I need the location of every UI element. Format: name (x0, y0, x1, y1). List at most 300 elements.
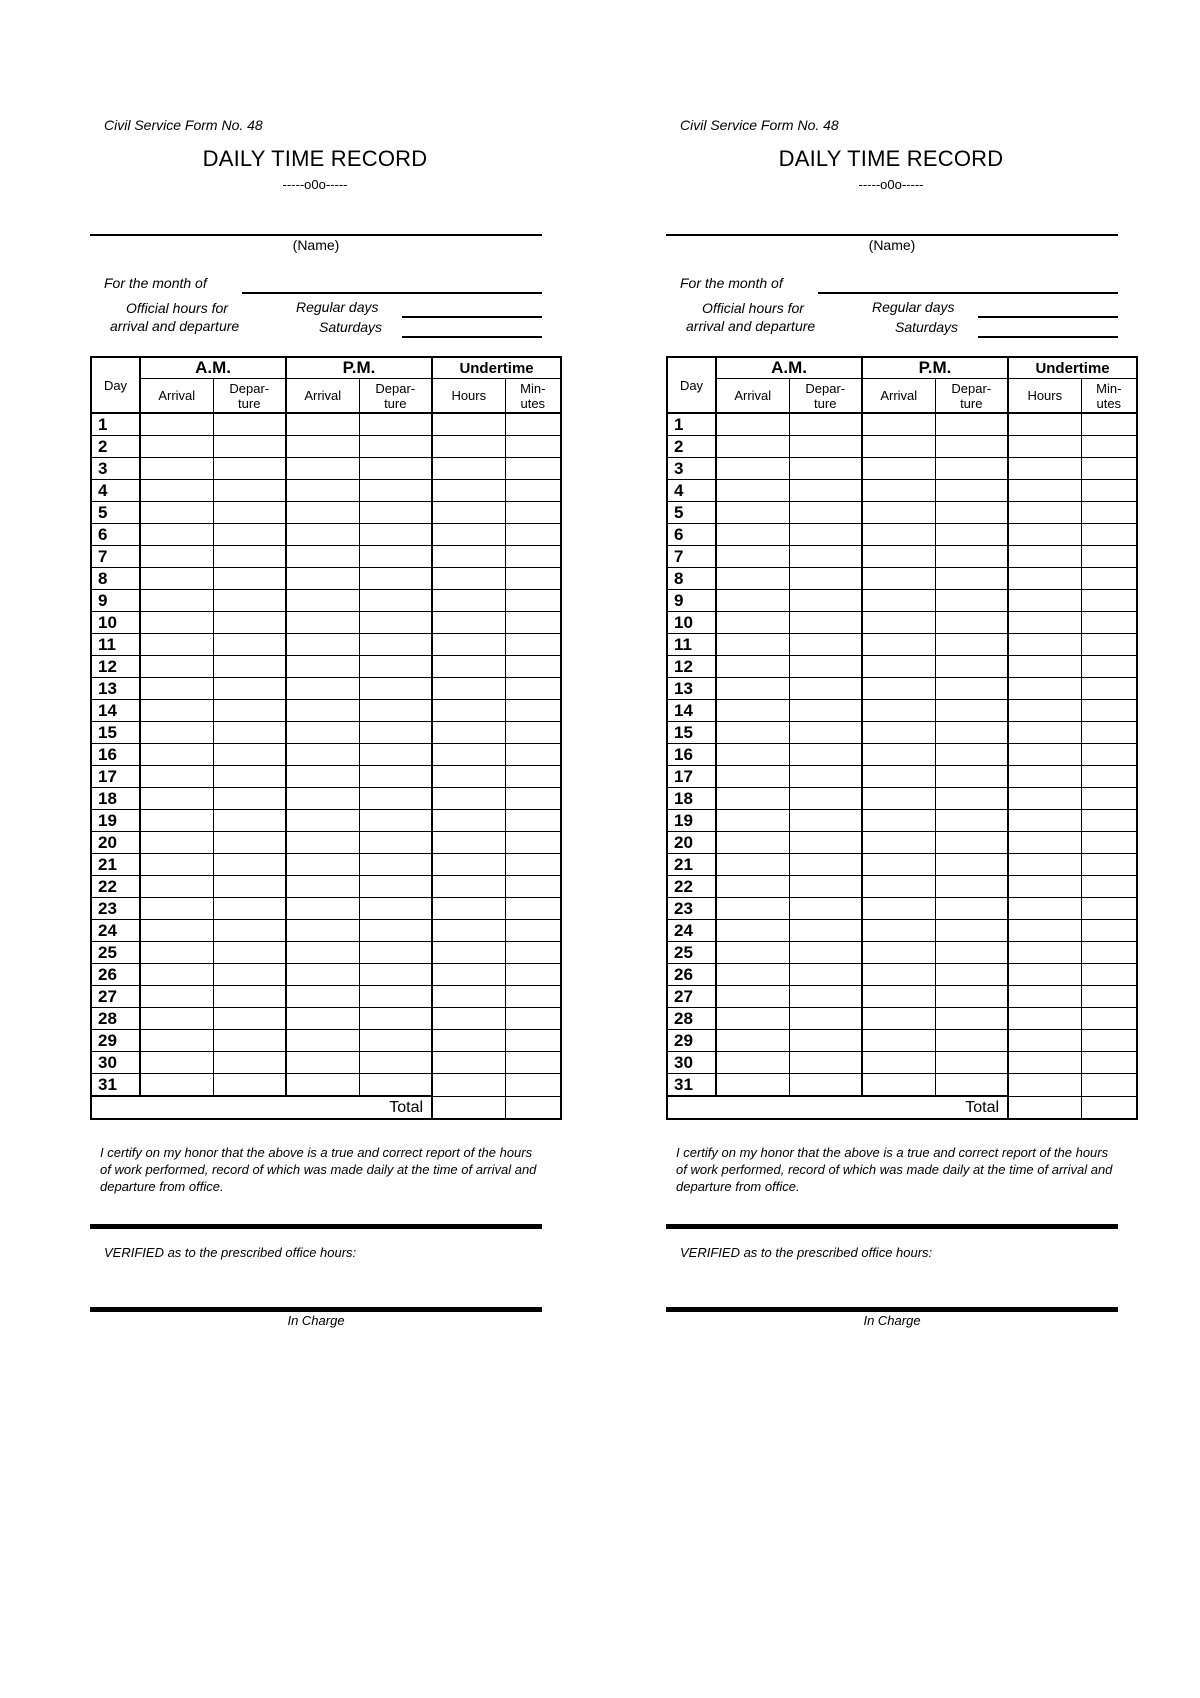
pm-arrival-cell[interactable] (286, 1008, 359, 1030)
pm-departure-cell[interactable] (935, 700, 1008, 722)
am-departure-cell[interactable] (789, 722, 862, 744)
undertime-hours-cell[interactable] (432, 1030, 505, 1052)
undertime-hours-cell[interactable] (432, 766, 505, 788)
undertime-minutes-cell[interactable] (1081, 854, 1137, 876)
am-arrival-cell[interactable] (716, 766, 789, 788)
pm-arrival-cell[interactable] (286, 656, 359, 678)
am-departure-cell[interactable] (789, 766, 862, 788)
pm-arrival-cell[interactable] (862, 1008, 935, 1030)
undertime-hours-cell[interactable] (432, 700, 505, 722)
am-arrival-cell[interactable] (140, 568, 213, 590)
am-departure-cell[interactable] (213, 612, 286, 634)
undertime-minutes-cell[interactable] (505, 1052, 561, 1074)
am-arrival-cell[interactable] (716, 832, 789, 854)
pm-departure-cell[interactable] (359, 942, 432, 964)
pm-arrival-cell[interactable] (286, 568, 359, 590)
undertime-minutes-cell[interactable] (505, 876, 561, 898)
undertime-minutes-cell[interactable] (1081, 898, 1137, 920)
undertime-hours-cell[interactable] (432, 436, 505, 458)
am-departure-cell[interactable] (213, 986, 286, 1008)
am-departure-cell[interactable] (789, 876, 862, 898)
am-departure-cell[interactable] (789, 788, 862, 810)
am-arrival-cell[interactable] (716, 700, 789, 722)
am-departure-cell[interactable] (213, 854, 286, 876)
am-departure-cell[interactable] (213, 480, 286, 502)
undertime-hours-cell[interactable] (432, 590, 505, 612)
undertime-minutes-cell[interactable] (1081, 722, 1137, 744)
undertime-minutes-cell[interactable] (505, 1030, 561, 1052)
pm-arrival-cell[interactable] (862, 964, 935, 986)
pm-arrival-cell[interactable] (862, 766, 935, 788)
undertime-minutes-cell[interactable] (1081, 546, 1137, 568)
am-arrival-cell[interactable] (716, 678, 789, 700)
undertime-hours-cell[interactable] (1008, 744, 1081, 766)
pm-departure-cell[interactable] (935, 612, 1008, 634)
am-arrival-cell[interactable] (140, 920, 213, 942)
am-departure-cell[interactable] (789, 1030, 862, 1052)
am-departure-cell[interactable] (213, 568, 286, 590)
pm-departure-cell[interactable] (935, 1052, 1008, 1074)
undertime-hours-cell[interactable] (1008, 700, 1081, 722)
in-charge-signature-line[interactable] (90, 1307, 542, 1312)
pm-departure-cell[interactable] (359, 1052, 432, 1074)
am-arrival-cell[interactable] (140, 964, 213, 986)
pm-departure-cell[interactable] (359, 788, 432, 810)
pm-departure-cell[interactable] (935, 678, 1008, 700)
am-departure-cell[interactable] (789, 678, 862, 700)
pm-arrival-cell[interactable] (286, 524, 359, 546)
pm-departure-cell[interactable] (359, 722, 432, 744)
undertime-minutes-cell[interactable] (1081, 986, 1137, 1008)
undertime-minutes-cell[interactable] (505, 898, 561, 920)
pm-arrival-cell[interactable] (286, 480, 359, 502)
am-arrival-cell[interactable] (716, 788, 789, 810)
undertime-minutes-cell[interactable] (505, 1008, 561, 1030)
am-departure-cell[interactable] (213, 678, 286, 700)
pm-arrival-cell[interactable] (286, 1030, 359, 1052)
undertime-hours-cell[interactable] (432, 964, 505, 986)
pm-arrival-cell[interactable] (286, 788, 359, 810)
undertime-hours-cell[interactable] (432, 413, 505, 436)
undertime-hours-cell[interactable] (1008, 480, 1081, 502)
pm-departure-cell[interactable] (935, 942, 1008, 964)
pm-arrival-cell[interactable] (286, 546, 359, 568)
am-departure-cell[interactable] (213, 832, 286, 854)
undertime-hours-cell[interactable] (432, 986, 505, 1008)
pm-departure-cell[interactable] (359, 480, 432, 502)
undertime-hours-cell[interactable] (432, 546, 505, 568)
pm-departure-cell[interactable] (359, 832, 432, 854)
pm-departure-cell[interactable] (359, 700, 432, 722)
am-departure-cell[interactable] (789, 854, 862, 876)
am-arrival-cell[interactable] (716, 1030, 789, 1052)
undertime-hours-cell[interactable] (432, 524, 505, 546)
am-arrival-cell[interactable] (140, 1030, 213, 1052)
am-departure-cell[interactable] (789, 480, 862, 502)
pm-departure-cell[interactable] (359, 854, 432, 876)
am-departure-cell[interactable] (789, 810, 862, 832)
am-departure-cell[interactable] (213, 1052, 286, 1074)
am-arrival-cell[interactable] (716, 942, 789, 964)
pm-departure-cell[interactable] (935, 656, 1008, 678)
undertime-minutes-cell[interactable] (1081, 568, 1137, 590)
month-field[interactable] (818, 292, 1118, 294)
am-departure-cell[interactable] (789, 634, 862, 656)
undertime-hours-cell[interactable] (432, 1008, 505, 1030)
pm-arrival-cell[interactable] (862, 876, 935, 898)
pm-arrival-cell[interactable] (862, 788, 935, 810)
pm-departure-cell[interactable] (359, 810, 432, 832)
undertime-minutes-cell[interactable] (1081, 810, 1137, 832)
am-departure-cell[interactable] (213, 1030, 286, 1052)
undertime-hours-cell[interactable] (1008, 502, 1081, 524)
pm-arrival-cell[interactable] (286, 766, 359, 788)
pm-arrival-cell[interactable] (862, 854, 935, 876)
undertime-minutes-cell[interactable] (505, 920, 561, 942)
am-arrival-cell[interactable] (140, 458, 213, 480)
am-departure-cell[interactable] (213, 590, 286, 612)
pm-arrival-cell[interactable] (862, 568, 935, 590)
am-arrival-cell[interactable] (716, 744, 789, 766)
name-line[interactable] (666, 234, 1118, 236)
am-arrival-cell[interactable] (140, 436, 213, 458)
am-arrival-cell[interactable] (140, 788, 213, 810)
undertime-minutes-cell[interactable] (505, 502, 561, 524)
am-arrival-cell[interactable] (716, 1008, 789, 1030)
undertime-minutes-cell[interactable] (1081, 766, 1137, 788)
pm-arrival-cell[interactable] (862, 612, 935, 634)
undertime-minutes-cell[interactable] (505, 986, 561, 1008)
am-departure-cell[interactable] (789, 920, 862, 942)
pm-departure-cell[interactable] (359, 1030, 432, 1052)
pm-arrival-cell[interactable] (286, 612, 359, 634)
undertime-hours-cell[interactable] (432, 656, 505, 678)
month-field[interactable] (242, 292, 542, 294)
undertime-hours-cell[interactable] (1008, 1030, 1081, 1052)
pm-arrival-cell[interactable] (286, 810, 359, 832)
am-arrival-cell[interactable] (716, 590, 789, 612)
undertime-hours-cell[interactable] (1008, 898, 1081, 920)
am-arrival-cell[interactable] (716, 612, 789, 634)
am-departure-cell[interactable] (789, 502, 862, 524)
am-arrival-cell[interactable] (140, 502, 213, 524)
pm-arrival-cell[interactable] (862, 744, 935, 766)
undertime-minutes-cell[interactable] (1081, 876, 1137, 898)
undertime-minutes-cell[interactable] (1081, 1008, 1137, 1030)
undertime-minutes-cell[interactable] (1081, 700, 1137, 722)
undertime-minutes-cell[interactable] (1081, 788, 1137, 810)
am-departure-cell[interactable] (789, 458, 862, 480)
undertime-hours-cell[interactable] (1008, 678, 1081, 700)
am-arrival-cell[interactable] (716, 1052, 789, 1074)
am-departure-cell[interactable] (213, 700, 286, 722)
undertime-hours-cell[interactable] (432, 920, 505, 942)
pm-departure-cell[interactable] (935, 634, 1008, 656)
pm-departure-cell[interactable] (359, 986, 432, 1008)
pm-arrival-cell[interactable] (862, 986, 935, 1008)
undertime-hours-cell[interactable] (432, 458, 505, 480)
undertime-hours-cell[interactable] (1008, 568, 1081, 590)
pm-departure-cell[interactable] (935, 876, 1008, 898)
undertime-hours-cell[interactable] (1008, 964, 1081, 986)
pm-arrival-cell[interactable] (286, 458, 359, 480)
undertime-minutes-cell[interactable] (505, 1074, 561, 1097)
pm-departure-cell[interactable] (359, 546, 432, 568)
undertime-minutes-cell[interactable] (505, 590, 561, 612)
undertime-minutes-cell[interactable] (1081, 1074, 1137, 1097)
pm-arrival-cell[interactable] (286, 920, 359, 942)
am-departure-cell[interactable] (789, 744, 862, 766)
pm-arrival-cell[interactable] (862, 436, 935, 458)
am-departure-cell[interactable] (213, 524, 286, 546)
am-arrival-cell[interactable] (140, 1074, 213, 1097)
pm-departure-cell[interactable] (935, 920, 1008, 942)
pm-arrival-cell[interactable] (286, 942, 359, 964)
pm-departure-cell[interactable] (359, 634, 432, 656)
am-arrival-cell[interactable] (140, 942, 213, 964)
undertime-hours-cell[interactable] (1008, 546, 1081, 568)
undertime-hours-cell[interactable] (432, 502, 505, 524)
pm-departure-cell[interactable] (359, 612, 432, 634)
undertime-hours-cell[interactable] (432, 480, 505, 502)
pm-departure-cell[interactable] (935, 458, 1008, 480)
am-arrival-cell[interactable] (140, 986, 213, 1008)
am-arrival-cell[interactable] (140, 524, 213, 546)
pm-departure-cell[interactable] (935, 1074, 1008, 1097)
am-arrival-cell[interactable] (716, 546, 789, 568)
undertime-hours-cell[interactable] (1008, 722, 1081, 744)
undertime-hours-cell[interactable] (1008, 876, 1081, 898)
undertime-minutes-cell[interactable] (505, 700, 561, 722)
am-departure-cell[interactable] (213, 413, 286, 436)
undertime-minutes-cell[interactable] (505, 524, 561, 546)
am-departure-cell[interactable] (213, 898, 286, 920)
pm-departure-cell[interactable] (935, 986, 1008, 1008)
undertime-hours-cell[interactable] (1008, 1008, 1081, 1030)
in-charge-signature-line[interactable] (666, 1307, 1118, 1312)
pm-departure-cell[interactable] (935, 413, 1008, 436)
pm-departure-cell[interactable] (359, 766, 432, 788)
am-arrival-cell[interactable] (716, 986, 789, 1008)
undertime-minutes-cell[interactable] (505, 854, 561, 876)
undertime-hours-cell[interactable] (432, 722, 505, 744)
pm-arrival-cell[interactable] (286, 722, 359, 744)
pm-arrival-cell[interactable] (286, 436, 359, 458)
am-arrival-cell[interactable] (140, 744, 213, 766)
undertime-minutes-cell[interactable] (505, 656, 561, 678)
pm-departure-cell[interactable] (359, 1008, 432, 1030)
pm-departure-cell[interactable] (359, 413, 432, 436)
am-departure-cell[interactable] (213, 942, 286, 964)
pm-departure-cell[interactable] (359, 458, 432, 480)
saturdays-field[interactable] (978, 336, 1118, 338)
am-arrival-cell[interactable] (716, 854, 789, 876)
am-arrival-cell[interactable] (140, 590, 213, 612)
pm-departure-cell[interactable] (359, 656, 432, 678)
undertime-hours-cell[interactable] (432, 810, 505, 832)
pm-arrival-cell[interactable] (286, 634, 359, 656)
pm-departure-cell[interactable] (935, 1030, 1008, 1052)
am-departure-cell[interactable] (213, 810, 286, 832)
am-arrival-cell[interactable] (716, 656, 789, 678)
undertime-minutes-cell[interactable] (505, 568, 561, 590)
am-departure-cell[interactable] (789, 413, 862, 436)
pm-arrival-cell[interactable] (286, 700, 359, 722)
am-departure-cell[interactable] (213, 722, 286, 744)
pm-arrival-cell[interactable] (286, 876, 359, 898)
undertime-hours-cell[interactable] (1008, 1052, 1081, 1074)
pm-arrival-cell[interactable] (862, 678, 935, 700)
am-departure-cell[interactable] (789, 436, 862, 458)
undertime-minutes-cell[interactable] (1081, 744, 1137, 766)
am-arrival-cell[interactable] (140, 413, 213, 436)
undertime-minutes-cell[interactable] (1081, 634, 1137, 656)
undertime-minutes-cell[interactable] (505, 612, 561, 634)
undertime-hours-cell[interactable] (1008, 612, 1081, 634)
pm-arrival-cell[interactable] (286, 898, 359, 920)
undertime-minutes-cell[interactable] (505, 810, 561, 832)
am-departure-cell[interactable] (789, 568, 862, 590)
undertime-hours-cell[interactable] (1008, 920, 1081, 942)
undertime-hours-cell[interactable] (1008, 656, 1081, 678)
am-arrival-cell[interactable] (140, 678, 213, 700)
am-arrival-cell[interactable] (716, 568, 789, 590)
undertime-hours-cell[interactable] (432, 942, 505, 964)
am-departure-cell[interactable] (213, 634, 286, 656)
undertime-hours-cell[interactable] (1008, 634, 1081, 656)
pm-arrival-cell[interactable] (286, 1074, 359, 1097)
pm-departure-cell[interactable] (359, 502, 432, 524)
pm-departure-cell[interactable] (935, 1008, 1008, 1030)
am-departure-cell[interactable] (213, 788, 286, 810)
undertime-hours-cell[interactable] (1008, 590, 1081, 612)
am-departure-cell[interactable] (213, 1008, 286, 1030)
am-arrival-cell[interactable] (140, 1008, 213, 1030)
undertime-minutes-cell[interactable] (505, 942, 561, 964)
am-arrival-cell[interactable] (716, 898, 789, 920)
am-arrival-cell[interactable] (716, 634, 789, 656)
total-minutes-cell[interactable] (505, 1096, 561, 1119)
undertime-hours-cell[interactable] (432, 678, 505, 700)
pm-departure-cell[interactable] (935, 524, 1008, 546)
pm-departure-cell[interactable] (359, 920, 432, 942)
am-departure-cell[interactable] (789, 964, 862, 986)
undertime-hours-cell[interactable] (432, 634, 505, 656)
pm-departure-cell[interactable] (359, 964, 432, 986)
am-arrival-cell[interactable] (140, 656, 213, 678)
am-arrival-cell[interactable] (140, 854, 213, 876)
pm-arrival-cell[interactable] (286, 832, 359, 854)
am-departure-cell[interactable] (789, 1074, 862, 1097)
am-departure-cell[interactable] (789, 546, 862, 568)
undertime-minutes-cell[interactable] (1081, 524, 1137, 546)
pm-departure-cell[interactable] (935, 480, 1008, 502)
undertime-minutes-cell[interactable] (1081, 458, 1137, 480)
pm-arrival-cell[interactable] (862, 458, 935, 480)
am-departure-cell[interactable] (213, 502, 286, 524)
am-departure-cell[interactable] (213, 436, 286, 458)
pm-departure-cell[interactable] (935, 722, 1008, 744)
undertime-minutes-cell[interactable] (505, 458, 561, 480)
am-departure-cell[interactable] (789, 942, 862, 964)
undertime-hours-cell[interactable] (1008, 854, 1081, 876)
am-arrival-cell[interactable] (140, 634, 213, 656)
pm-departure-cell[interactable] (935, 744, 1008, 766)
pm-arrival-cell[interactable] (862, 413, 935, 436)
undertime-minutes-cell[interactable] (505, 413, 561, 436)
am-arrival-cell[interactable] (716, 480, 789, 502)
undertime-minutes-cell[interactable] (505, 634, 561, 656)
am-departure-cell[interactable] (213, 546, 286, 568)
pm-arrival-cell[interactable] (862, 590, 935, 612)
undertime-minutes-cell[interactable] (505, 744, 561, 766)
undertime-hours-cell[interactable] (1008, 524, 1081, 546)
undertime-hours-cell[interactable] (1008, 810, 1081, 832)
undertime-minutes-cell[interactable] (505, 832, 561, 854)
pm-departure-cell[interactable] (935, 766, 1008, 788)
pm-departure-cell[interactable] (935, 546, 1008, 568)
am-arrival-cell[interactable] (140, 810, 213, 832)
am-arrival-cell[interactable] (716, 502, 789, 524)
pm-arrival-cell[interactable] (286, 744, 359, 766)
pm-arrival-cell[interactable] (862, 898, 935, 920)
am-arrival-cell[interactable] (716, 722, 789, 744)
undertime-minutes-cell[interactable] (1081, 656, 1137, 678)
am-departure-cell[interactable] (213, 964, 286, 986)
pm-departure-cell[interactable] (359, 524, 432, 546)
am-departure-cell[interactable] (789, 612, 862, 634)
undertime-hours-cell[interactable] (1008, 986, 1081, 1008)
pm-arrival-cell[interactable] (286, 590, 359, 612)
undertime-hours-cell[interactable] (1008, 413, 1081, 436)
undertime-minutes-cell[interactable] (505, 766, 561, 788)
regular-days-field[interactable] (978, 316, 1118, 318)
am-arrival-cell[interactable] (716, 524, 789, 546)
pm-departure-cell[interactable] (935, 568, 1008, 590)
am-departure-cell[interactable] (213, 458, 286, 480)
pm-departure-cell[interactable] (935, 964, 1008, 986)
undertime-hours-cell[interactable] (432, 1074, 505, 1097)
regular-days-field[interactable] (402, 316, 542, 318)
undertime-minutes-cell[interactable] (1081, 920, 1137, 942)
undertime-hours-cell[interactable] (432, 568, 505, 590)
undertime-minutes-cell[interactable] (505, 546, 561, 568)
am-arrival-cell[interactable] (140, 898, 213, 920)
pm-arrival-cell[interactable] (862, 502, 935, 524)
pm-arrival-cell[interactable] (862, 1030, 935, 1052)
am-departure-cell[interactable] (789, 524, 862, 546)
am-arrival-cell[interactable] (716, 1074, 789, 1097)
pm-arrival-cell[interactable] (286, 986, 359, 1008)
am-arrival-cell[interactable] (140, 722, 213, 744)
am-arrival-cell[interactable] (140, 876, 213, 898)
am-arrival-cell[interactable] (716, 920, 789, 942)
pm-departure-cell[interactable] (359, 436, 432, 458)
undertime-minutes-cell[interactable] (505, 964, 561, 986)
name-line[interactable] (90, 234, 542, 236)
undertime-hours-cell[interactable] (432, 612, 505, 634)
undertime-minutes-cell[interactable] (1081, 964, 1137, 986)
pm-departure-cell[interactable] (935, 832, 1008, 854)
pm-arrival-cell[interactable] (286, 854, 359, 876)
am-arrival-cell[interactable] (140, 612, 213, 634)
pm-arrival-cell[interactable] (862, 1074, 935, 1097)
am-departure-cell[interactable] (213, 1074, 286, 1097)
total-hours-cell[interactable] (432, 1096, 505, 1119)
am-departure-cell[interactable] (789, 898, 862, 920)
am-arrival-cell[interactable] (140, 546, 213, 568)
undertime-minutes-cell[interactable] (1081, 612, 1137, 634)
